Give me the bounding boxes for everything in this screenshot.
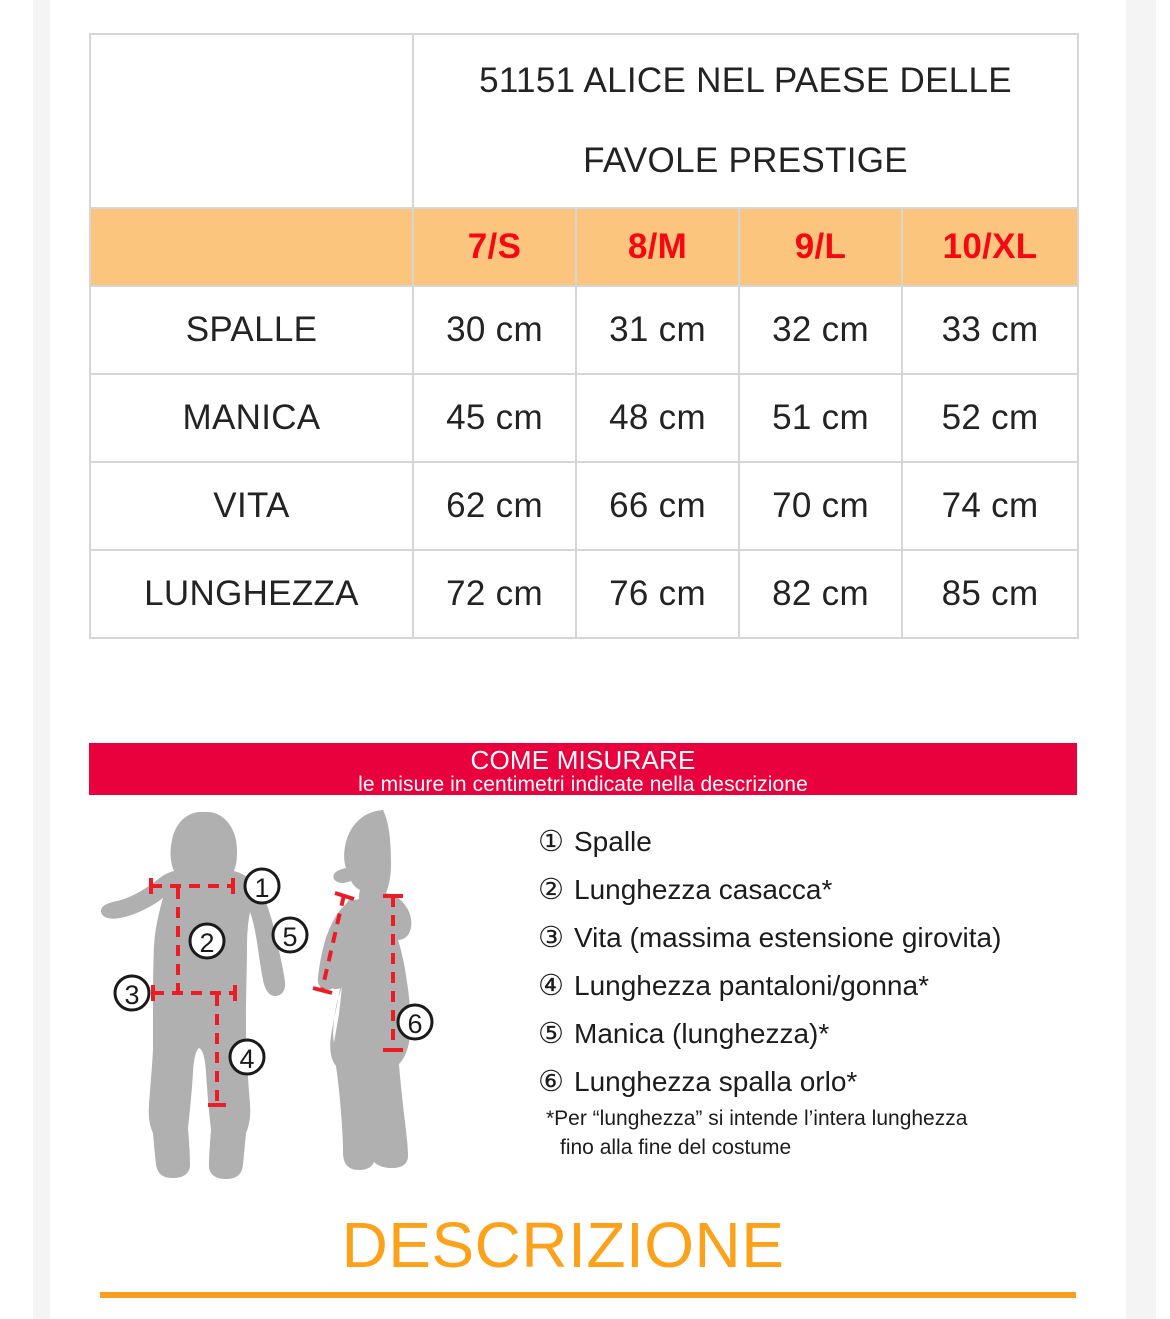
legend-label-6: Lunghezza spalla orlo* <box>574 1066 858 1097</box>
svg-text:3: 3 <box>124 980 140 1010</box>
legend-number-2-icon: ② <box>538 874 564 906</box>
legend-number-1-icon: ① <box>538 826 564 858</box>
svg-text:1: 1 <box>254 873 270 903</box>
measure-label-spalle: SPALLE <box>90 286 413 374</box>
cell-manica-7s: 45 cm <box>413 374 576 462</box>
vertical-scrollbar-track[interactable] <box>1146 0 1157 1319</box>
cell-manica-8m: 48 cm <box>576 374 739 462</box>
cell-spalle-10xl: 33 cm <box>902 286 1078 374</box>
size-header-9l: 9/L <box>739 208 902 286</box>
size-chart-table <box>89 33 1079 639</box>
legend-item-4 <box>538 962 1086 1010</box>
legend-label-2: Lunghezza casacca* <box>574 874 833 905</box>
svg-text:2: 2 <box>199 928 215 958</box>
cell-vita-7s: 62 cm <box>413 462 576 550</box>
legend-number-5-icon: ⑤ <box>538 1018 564 1050</box>
product-title-cell <box>413 34 1078 208</box>
size-header-7s: 7/S <box>413 208 576 286</box>
measurement-legend <box>538 818 1086 1106</box>
size-header-8m: 8/M <box>576 208 739 286</box>
legend-item-1 <box>538 818 1086 866</box>
legend-item-5 <box>538 1010 1086 1058</box>
legend-number-3-icon: ③ <box>538 922 564 954</box>
legend-footnote-line-2: fino alla fine del costume <box>560 1136 792 1159</box>
legend-number-4-icon: ④ <box>538 970 564 1002</box>
come-misurare-banner <box>89 743 1077 795</box>
legend-label-5: Manica (lunghezza)* <box>574 1018 830 1049</box>
measure-label-lunghezza: LUNGHEZZA <box>90 550 413 638</box>
legend-footnote-line-1: *Per “lunghezza” si intende l’intera lunghezza <box>546 1107 968 1130</box>
cell-spalle-8m: 31 cm <box>576 286 739 374</box>
measurement-diagram <box>95 800 515 1200</box>
cell-manica-10xl: 52 cm <box>902 374 1078 462</box>
cell-lunghezza-8m: 76 cm <box>576 550 739 638</box>
size-header-corner <box>90 208 413 286</box>
banner-subtitle: le misure in centimetri indicate nella descrizione <box>358 773 808 795</box>
measurement-diagram-svg <box>95 800 515 1200</box>
table-row <box>90 550 1078 638</box>
marker-2-icon <box>190 924 224 958</box>
svg-text:6: 6 <box>407 1009 423 1039</box>
legend-item-3 <box>538 914 1086 962</box>
table-row <box>90 374 1078 462</box>
measure-label-vita: VITA <box>90 462 413 550</box>
banner-title: COME MISURARE <box>470 745 696 775</box>
legend-item-2 <box>538 866 1086 914</box>
cell-lunghezza-7s: 72 cm <box>413 550 576 638</box>
svg-text:4: 4 <box>239 1044 255 1074</box>
marker-1-icon <box>245 869 279 903</box>
descrizione-divider <box>100 1292 1076 1298</box>
marker-4-icon <box>230 1040 264 1074</box>
side-view-silhouette <box>318 810 412 1170</box>
product-title-line-1: 51151 ALICE NEL PAESE DELLE <box>479 61 1012 100</box>
legend-label-1: Spalle <box>574 826 652 857</box>
size-header-10xl: 10/XL <box>902 208 1078 286</box>
table-title-row <box>90 34 1078 208</box>
page-left-margin <box>33 0 50 1319</box>
legend-item-6 <box>538 1058 1086 1106</box>
marker-5-circle-icon <box>273 918 307 952</box>
size-header-row <box>90 208 1078 286</box>
product-title-line-2: FAVOLE PRESTIGE <box>583 141 908 180</box>
legend-footnote <box>546 1104 1086 1162</box>
marker-3-icon <box>115 976 149 1010</box>
legend-label-4: Lunghezza pantaloni/gonna* <box>574 970 929 1001</box>
table-corner-cell <box>90 34 413 208</box>
legend-number-6-icon: ⑥ <box>538 1066 564 1098</box>
svg-text:5: 5 <box>282 922 298 952</box>
cell-spalle-7s: 30 cm <box>413 286 576 374</box>
table-row <box>90 462 1078 550</box>
legend-label-3: Vita (massima estensione girovita) <box>574 922 1002 953</box>
cell-manica-9l: 51 cm <box>739 374 902 462</box>
cell-vita-8m: 66 cm <box>576 462 739 550</box>
cell-lunghezza-9l: 82 cm <box>739 550 902 638</box>
descrizione-heading: DESCRIZIONE <box>341 1209 785 1281</box>
measure-label-manica: MANICA <box>90 374 413 462</box>
cell-vita-10xl: 74 cm <box>902 462 1078 550</box>
cell-lunghezza-10xl: 85 cm <box>902 550 1078 638</box>
cell-vita-9l: 70 cm <box>739 462 902 550</box>
marker-6-circle-icon <box>398 1005 432 1039</box>
cell-spalle-9l: 32 cm <box>739 286 902 374</box>
table-row <box>90 286 1078 374</box>
